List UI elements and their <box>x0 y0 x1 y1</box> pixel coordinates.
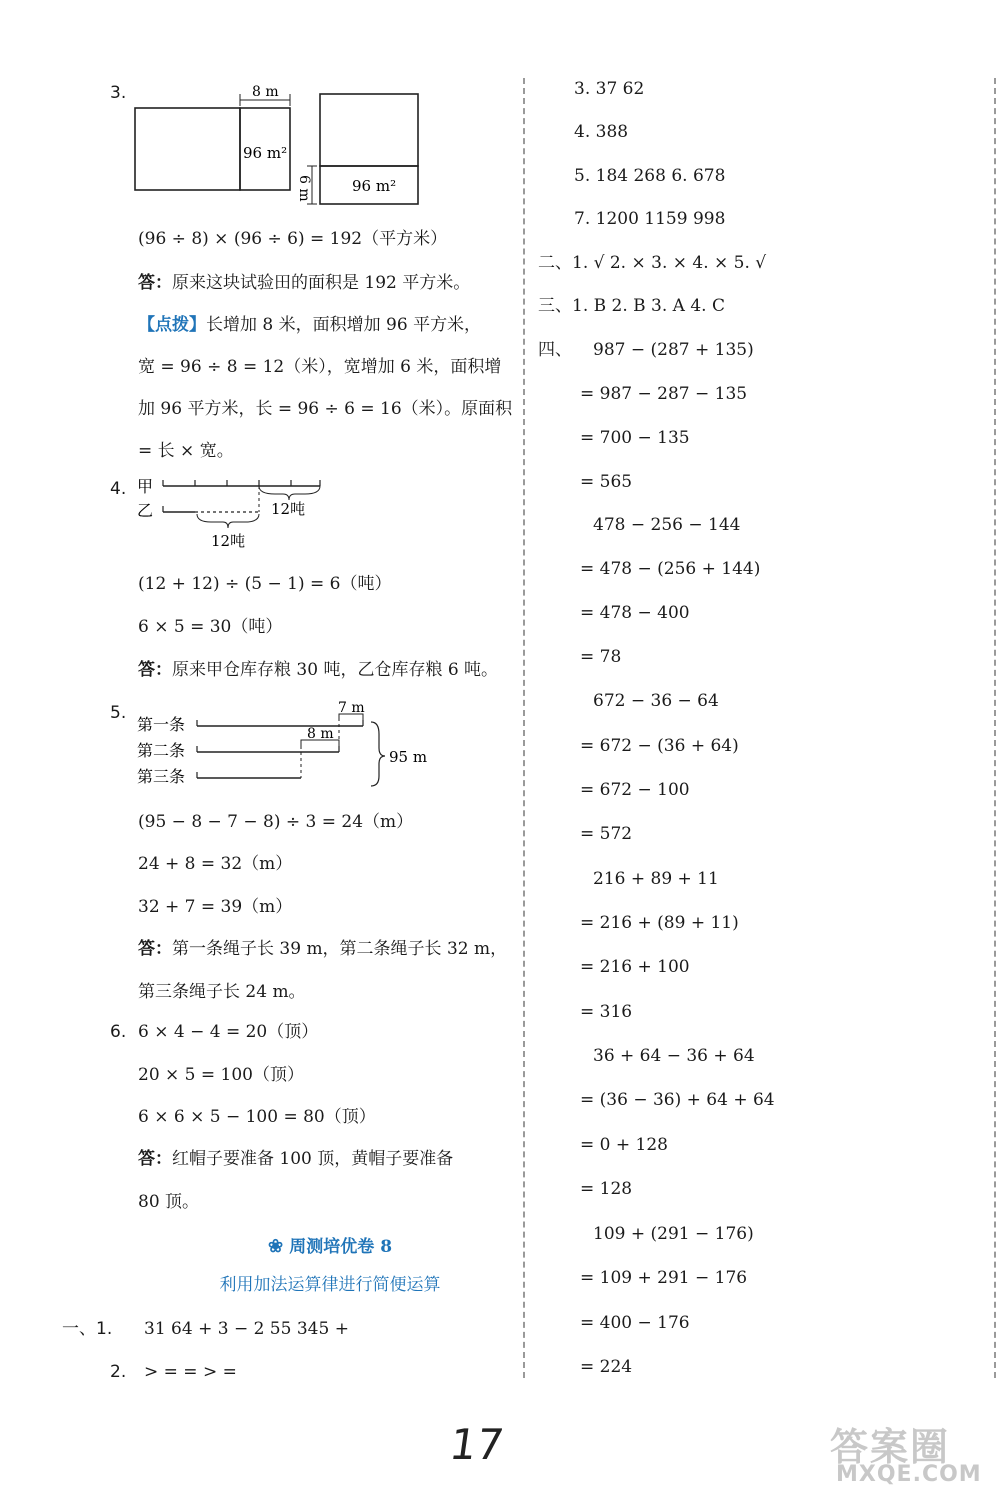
answer-label: 答： <box>138 273 172 293</box>
calc-line: = 109 + 291 − 176 <box>580 1268 748 1288</box>
column-divider <box>523 78 525 1378</box>
answer-text: 原来甲仓库存粮 30 吨，乙仓库存粮 6 吨。 <box>172 660 499 680</box>
watermark-url: MXQE.COM <box>836 1462 982 1487</box>
part1-answers-2: > = = > = <box>144 1362 237 1382</box>
calc-line: = 987 − 287 − 135 <box>580 384 748 404</box>
calc-line: = 700 − 135 <box>580 428 690 448</box>
section-title-text: 周测培优卷 8 <box>289 1237 393 1257</box>
calc-line: = 78 <box>580 647 622 667</box>
q6-number: 6. <box>110 1022 127 1042</box>
q5-row-3: 第三条 <box>137 767 186 786</box>
tip-label: 【点拨】 <box>138 315 206 335</box>
part1-answers-1: 31 64 + 3 − 2 55 345 + <box>144 1319 349 1339</box>
q5-number: 5. <box>110 703 127 723</box>
calc-line: 109 + (291 − 176) <box>593 1224 754 1244</box>
calc-line: 478 − 256 − 144 <box>593 515 741 535</box>
q5-calc-1: (95 − 8 − 7 − 8) ÷ 3 = 24（m） <box>138 812 414 832</box>
q5-row-2: 第二条 <box>137 741 186 760</box>
q5-answer-1 <box>138 938 507 960</box>
q6-calc-1: 6 × 4 − 4 = 20（顶） <box>138 1022 319 1042</box>
answer-label: 答： <box>138 939 172 959</box>
right-line-1: 3. 37 62 <box>574 79 645 99</box>
q6-calc-2: 20 × 5 = 100（顶） <box>138 1065 304 1085</box>
q3-tip-4: = 长 × 宽。 <box>138 441 234 461</box>
q4-label-jia: 甲 <box>137 477 154 496</box>
calc-line: = 216 + 100 <box>580 957 690 977</box>
calc-line: = 478 − (256 + 144) <box>580 559 761 579</box>
answer-text: 原来这块试验田的面积是 192 平方米。 <box>172 273 471 293</box>
q5-calc-3: 32 + 7 = 39（m） <box>138 897 293 917</box>
q3-number: 3. <box>110 83 127 103</box>
q3-tip-3: 加 96 平方米，长 = 96 ÷ 6 = 16（米）。原面积 <box>138 399 513 419</box>
q6-answer-1 <box>138 1148 453 1170</box>
q5-row-1: 第一条 <box>137 715 186 734</box>
q3-label-6m: 6 m <box>296 175 312 202</box>
tip-text: 长增加 8 米，面积增加 96 平方米， <box>206 315 482 335</box>
part3-answers: 三、1. B 2. B 3. A 4. C <box>538 296 725 316</box>
answer-label: 答： <box>138 1149 172 1169</box>
calc-line: = 400 − 176 <box>580 1313 690 1333</box>
right-line-4: 7. 1200 1159 998 <box>574 209 726 229</box>
calc-line: 216 + 89 + 11 <box>593 869 719 889</box>
q3-tip-2: 宽 = 96 ÷ 8 = 12（米），宽增加 6 米，面积增 <box>138 357 502 377</box>
q5-label-total: 95 m <box>389 748 428 766</box>
section-title <box>140 1236 520 1258</box>
q3-label-area-a: 96 m² <box>243 144 288 162</box>
calc-line: = 565 <box>580 472 633 492</box>
watermark-logo: 答案圈 <box>830 1425 951 1469</box>
calc-line: 987 − (287 + 135) <box>593 340 754 360</box>
calc-line: = 672 − (36 + 64) <box>580 736 739 756</box>
right-line-2: 4. 388 <box>574 122 629 142</box>
part2-answers: 二、1. √ 2. × 3. × 4. × 5. √ <box>538 253 767 273</box>
q5-calc-2: 24 + 8 = 32（m） <box>138 854 293 874</box>
q4-answer <box>138 659 498 681</box>
calc-line: = 316 <box>580 1002 633 1022</box>
page-number: 17 <box>446 1420 507 1469</box>
right-line-3: 5. 184 268 6. 678 <box>574 166 726 186</box>
q3-answer <box>138 272 470 294</box>
q6-calc-3: 6 × 6 × 5 − 100 = 80（顶） <box>138 1107 376 1127</box>
section-subtitle: 利用加法运算律进行简便运算 <box>219 1275 441 1295</box>
q3-calc: (96 ÷ 8) × (96 ÷ 6) = 192（平方米） <box>138 229 448 249</box>
answer-label: 答： <box>138 660 172 680</box>
calc-line: = 478 − 400 <box>580 603 690 623</box>
q3-tip-1 <box>138 314 481 336</box>
part4-label: 四、 <box>538 340 572 360</box>
q3-diagram <box>130 80 430 210</box>
paw-icon: ❀ <box>267 1236 290 1257</box>
calc-line: = 128 <box>580 1179 633 1199</box>
q6-answer-2: 80 顶。 <box>138 1192 200 1212</box>
calc-line: 36 + 64 − 36 + 64 <box>593 1046 755 1066</box>
answer-text: 第一条绳子长 39 m，第二条绳子长 32 m， <box>172 939 508 959</box>
calc-line: = 0 + 128 <box>580 1135 668 1155</box>
calc-line: = 224 <box>580 1357 633 1377</box>
calc-line: = 216 + (89 + 11) <box>580 913 739 933</box>
q4-calc-2: 6 × 5 = 30（吨） <box>138 617 283 637</box>
q5-label-8m: 8 m <box>307 726 334 742</box>
calc-line: = 672 − 100 <box>580 780 690 800</box>
q4-label-yi: 乙 <box>137 501 154 520</box>
q5-label-7m: 7 m <box>338 700 365 716</box>
q5-answer-2: 第三条绳子长 24 m。 <box>138 982 306 1002</box>
calc-line: 672 − 36 − 64 <box>593 691 719 711</box>
q4-brace-bottom-label: 12吨 <box>211 532 246 550</box>
q4-brace-right-label: 12吨 <box>271 500 306 518</box>
calc-line: = (36 − 36) + 64 + 64 <box>580 1090 775 1110</box>
answer-text: 红帽子要准备 100 顶，黄帽子要准备 <box>172 1149 454 1169</box>
q5-diagram <box>135 700 435 792</box>
q4-number: 4. <box>110 479 127 499</box>
calc-line: = 572 <box>580 824 633 844</box>
q4-diagram <box>135 472 345 552</box>
q3-label-area-b: 96 m² <box>352 177 397 195</box>
q3-label-8m: 8 m <box>252 84 279 100</box>
part1-number-2: 2. <box>110 1362 127 1382</box>
right-edge-divider <box>994 78 996 1378</box>
q4-calc-1: (12 + 12) ÷ (5 − 1) = 6（吨） <box>138 574 392 594</box>
part1-number: 一、1. <box>62 1319 113 1339</box>
